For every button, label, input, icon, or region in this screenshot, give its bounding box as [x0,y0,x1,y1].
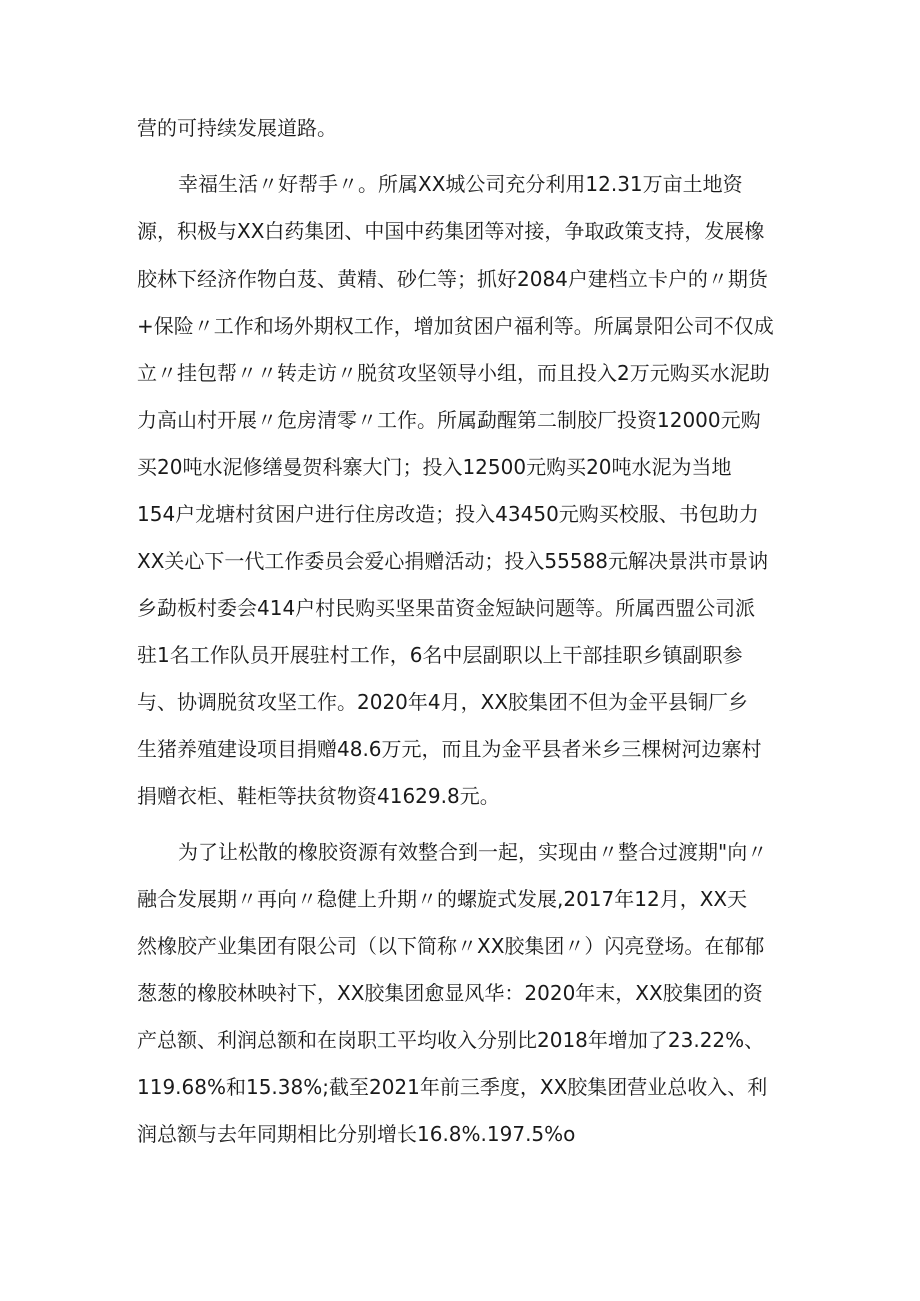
text-line-12: 驻1名工作队员开展驻村工作，6名中层副职以上干部挂职乡镇副职参 [137,643,743,667]
text-line-4: 胶林下经济作物白芨、黄精、砂仁等；抓好2084户建档立卡户的〃期货 [137,267,768,291]
text-line-17: 融合发展期〃再向〃稳健上升期〃的螺旋式发展,2017年12月，XX天 [137,887,748,911]
text-line-6: 立〃挂包帮〃〃转走访〃脱贫攻坚领导小组，而且投入2万元购买水泥助 [137,361,770,385]
text-line-9: 154户龙塘村贫困户进行住房改造；投入43450元购买校服、书包助力 [137,502,759,526]
text-line-11: 乡勐板村委会414户村民购买坚果苗资金短缺问题等。所属西盟公司派 [137,596,756,620]
text-line-2: 幸福生活〃好帮手〃。所属XX城公司充分利用12.31万亩土地资 [178,172,743,196]
text-line-7: 力高山村开展〃危房清零〃工作。所属勐醒第二制胶厂投资12000元购 [137,408,761,432]
text-line-20: 产总额、利润总额和在岗职工平均收入分别比2018年增加了23.22%、 [137,1028,765,1052]
text-line-10: XX关心下一代工作委员会爱心捐赠活动；投入55588元解决景洪市景讷 [137,549,769,573]
text-line-18: 然橡胶产业集团有限公司（以下简称〃XX胶集团〃）闪亮登场。在郁郁 [137,934,765,958]
text-line-5: +保险〃工作和场外期权工作，增加贫困户福利等。所属景阳公司不仅成 [137,314,774,338]
text-line-13: 与、协调脱贫攻坚工作。2020年4月，XX胶集团不但为金平县铜厂乡 [137,690,749,714]
text-line-15: 捐赠衣柜、鞋柜等扶贫物资41629.8元。 [137,784,500,808]
text-line-21: 119.68%和15.38%;截至2021年前三季度，XX胶集团营业总收入、利 [137,1075,768,1099]
text-line-8: 买20吨水泥修缮曼贺科寨大门；投入12500元购买20吨水泥为当地 [137,455,732,479]
text-line-16: 为了让松散的橡胶资源有效整合到一起，实现由〃整合过渡期"向〃 [178,840,768,864]
text-line-1: 营的可持续发展道路。 [137,116,337,140]
text-line-3: 源，积极与XX白药集团、中国中药集团等对接，争取政策支持，发展橡 [137,219,765,243]
text-line-14: 生猪养殖建设项目捐赠48.6万元，而且为金平县者米乡三棵树河边寨村 [137,737,762,761]
text-line-22: 润总额与去年同期相比分别增长16.8%.197.5%o [137,1122,576,1146]
text-line-19: 葱葱的橡胶林映衬下，XX胶集团愈显风华：2020年末，XX胶集团的资 [137,981,763,1005]
